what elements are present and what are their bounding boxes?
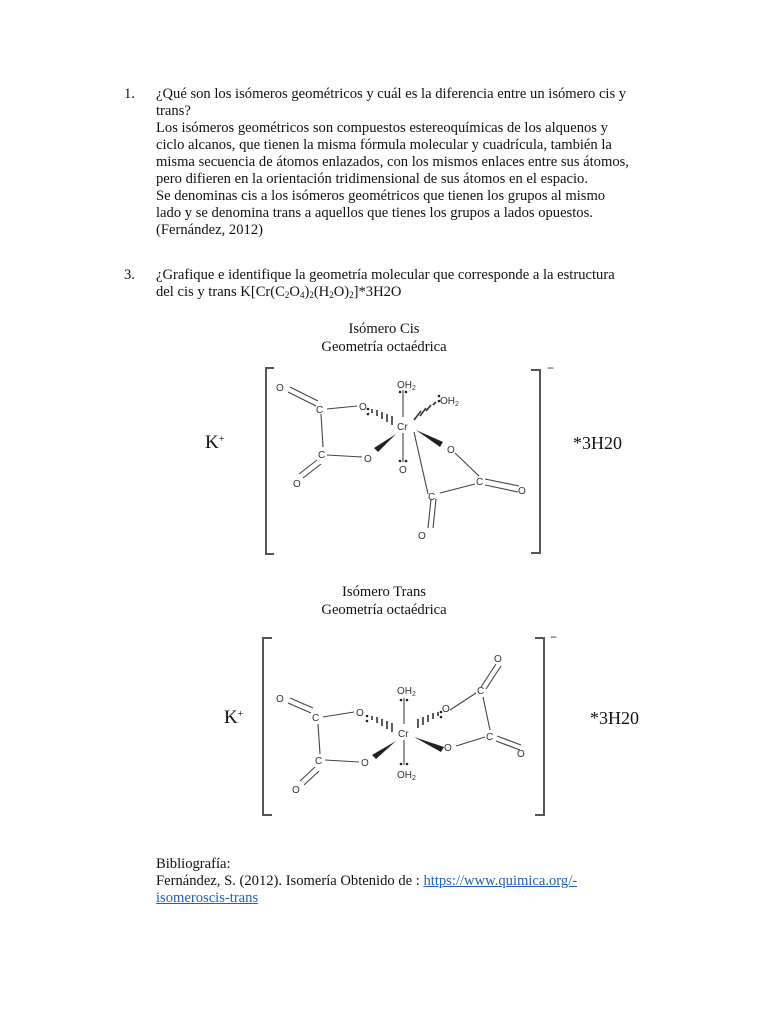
atom-label: C [428, 492, 436, 503]
trans-wedge-bond [414, 737, 444, 752]
atom-label: C [312, 713, 320, 724]
cis-geometry: Geometría octaédrica [321, 339, 447, 355]
answer-1-line: Se denominas cis a los isómeros geométricos que tienen los grupos al mismo [156, 188, 606, 204]
atom-label: Cr [398, 729, 409, 740]
trans-left-bracket [263, 638, 272, 815]
trans-bonds [288, 664, 521, 785]
cation-charge: + [218, 434, 225, 445]
cation-symbol: K [205, 432, 219, 453]
formula-subscript: 2 [309, 290, 314, 300]
bibliography-citation [156, 873, 577, 890]
trans-hydrate: *3H20 [590, 708, 639, 728]
atom-label: O [494, 654, 502, 665]
question-3-number: 3. [124, 267, 135, 283]
cis-charge-sign: − [547, 361, 555, 375]
atom-label: C [486, 732, 494, 743]
question-3-line: ¿Grafique e identifique la geometría molecular que corresponde a la estructura [156, 267, 615, 283]
formula-text: O [289, 284, 300, 300]
answer-1-line: pero difieren en la orientación tridimensional de sus átomos en el espacio. [156, 171, 588, 187]
atom-label: O [418, 531, 426, 542]
formula-subscript: 2 [284, 290, 290, 300]
atom-subscript: 2 [455, 401, 459, 408]
atom-label: C [316, 405, 324, 416]
atom-subscript: 2 [412, 775, 416, 782]
formula-text: ]*3H2O [353, 284, 402, 300]
atom-label: O [356, 708, 364, 719]
atom-label: O [517, 749, 525, 760]
atom-label: C [318, 450, 326, 461]
atom-label: O [444, 743, 452, 754]
atom-label: O [292, 785, 300, 796]
source-link[interactable]: https://www.quimica.org/- [423, 873, 578, 889]
atom-label: Cr [397, 422, 408, 433]
question-1-line: ¿Qué son los isómeros geométricos y cuál es la diferencia entre un isómero cis y [156, 86, 627, 102]
cation-symbol: K [224, 707, 238, 728]
cation-charge: + [237, 709, 244, 720]
cis-hydrate: *3H20 [573, 433, 622, 453]
atom-label: O [293, 479, 301, 490]
question-1-number: 1. [124, 86, 135, 102]
formula-subscript: 2 [329, 290, 334, 300]
atom-label: OH [440, 396, 455, 407]
atom-subscript: 2 [412, 691, 416, 698]
atom-label: OH [397, 770, 412, 781]
formula-text: (H [313, 284, 330, 300]
atom-label: C [476, 477, 484, 488]
question-1-line: trans? [156, 103, 191, 119]
atom-label: O [359, 402, 367, 413]
formula-subscript: 2 [349, 290, 354, 300]
atom-label: O [399, 465, 407, 476]
answer-1-line: lado y se denomina trans a aquellos que tienes los grupos a lados opuestos. [156, 205, 593, 221]
trans-atoms [276, 654, 525, 796]
formula-text: O) [333, 284, 350, 300]
formula-subscript: 4 [299, 290, 305, 300]
atom-label: C [477, 686, 485, 697]
atom-label: O [361, 758, 369, 769]
trans-charge-sign: − [550, 630, 558, 644]
atom-label: C [315, 756, 323, 767]
cis-title: Isómero Cis [348, 321, 420, 337]
trans-geometry: Geometría octaédrica [321, 602, 447, 618]
atom-label: OH [397, 686, 412, 697]
bibliography-citation-cont [156, 890, 258, 907]
formula-text: del cis y trans K[Cr(C [156, 284, 285, 300]
atom-label: O [518, 486, 526, 497]
atom-label: O [276, 383, 284, 394]
atom-label [397, 686, 416, 698]
answer-1-line: Los isómeros geométricos son compuestos estereoquímicas de los alquenos y [156, 120, 608, 136]
source-link-cont[interactable]: isomeroscis-trans [156, 890, 259, 906]
answer-1-citation: (Fernández, 2012) [156, 222, 263, 238]
atom-label: O [442, 704, 450, 715]
atom-label: O [447, 445, 455, 456]
citation-text: Fernández, S. (2012). Isomería Obtenido de : [156, 873, 424, 889]
atom-label: O [364, 454, 372, 465]
answer-1-line: misma secuencia de átomos enlazados, con los mismos enlaces entre sus átomos, [156, 154, 629, 170]
formula-text: ) [304, 284, 310, 300]
bibliography-heading: Bibliografía: [156, 856, 231, 872]
trans-title: Isómero Trans [342, 584, 426, 600]
trans-right-bracket [535, 638, 544, 815]
trans-wedge-bond [372, 741, 396, 759]
atom-subscript: 2 [412, 385, 416, 392]
atom-label: OH [397, 380, 412, 391]
answer-1-line: ciclo alcanos, que tienen la misma fórmula molecular y cuadrícula, también la [156, 137, 612, 153]
atom-label [397, 770, 416, 782]
atom-label: O [276, 694, 284, 705]
